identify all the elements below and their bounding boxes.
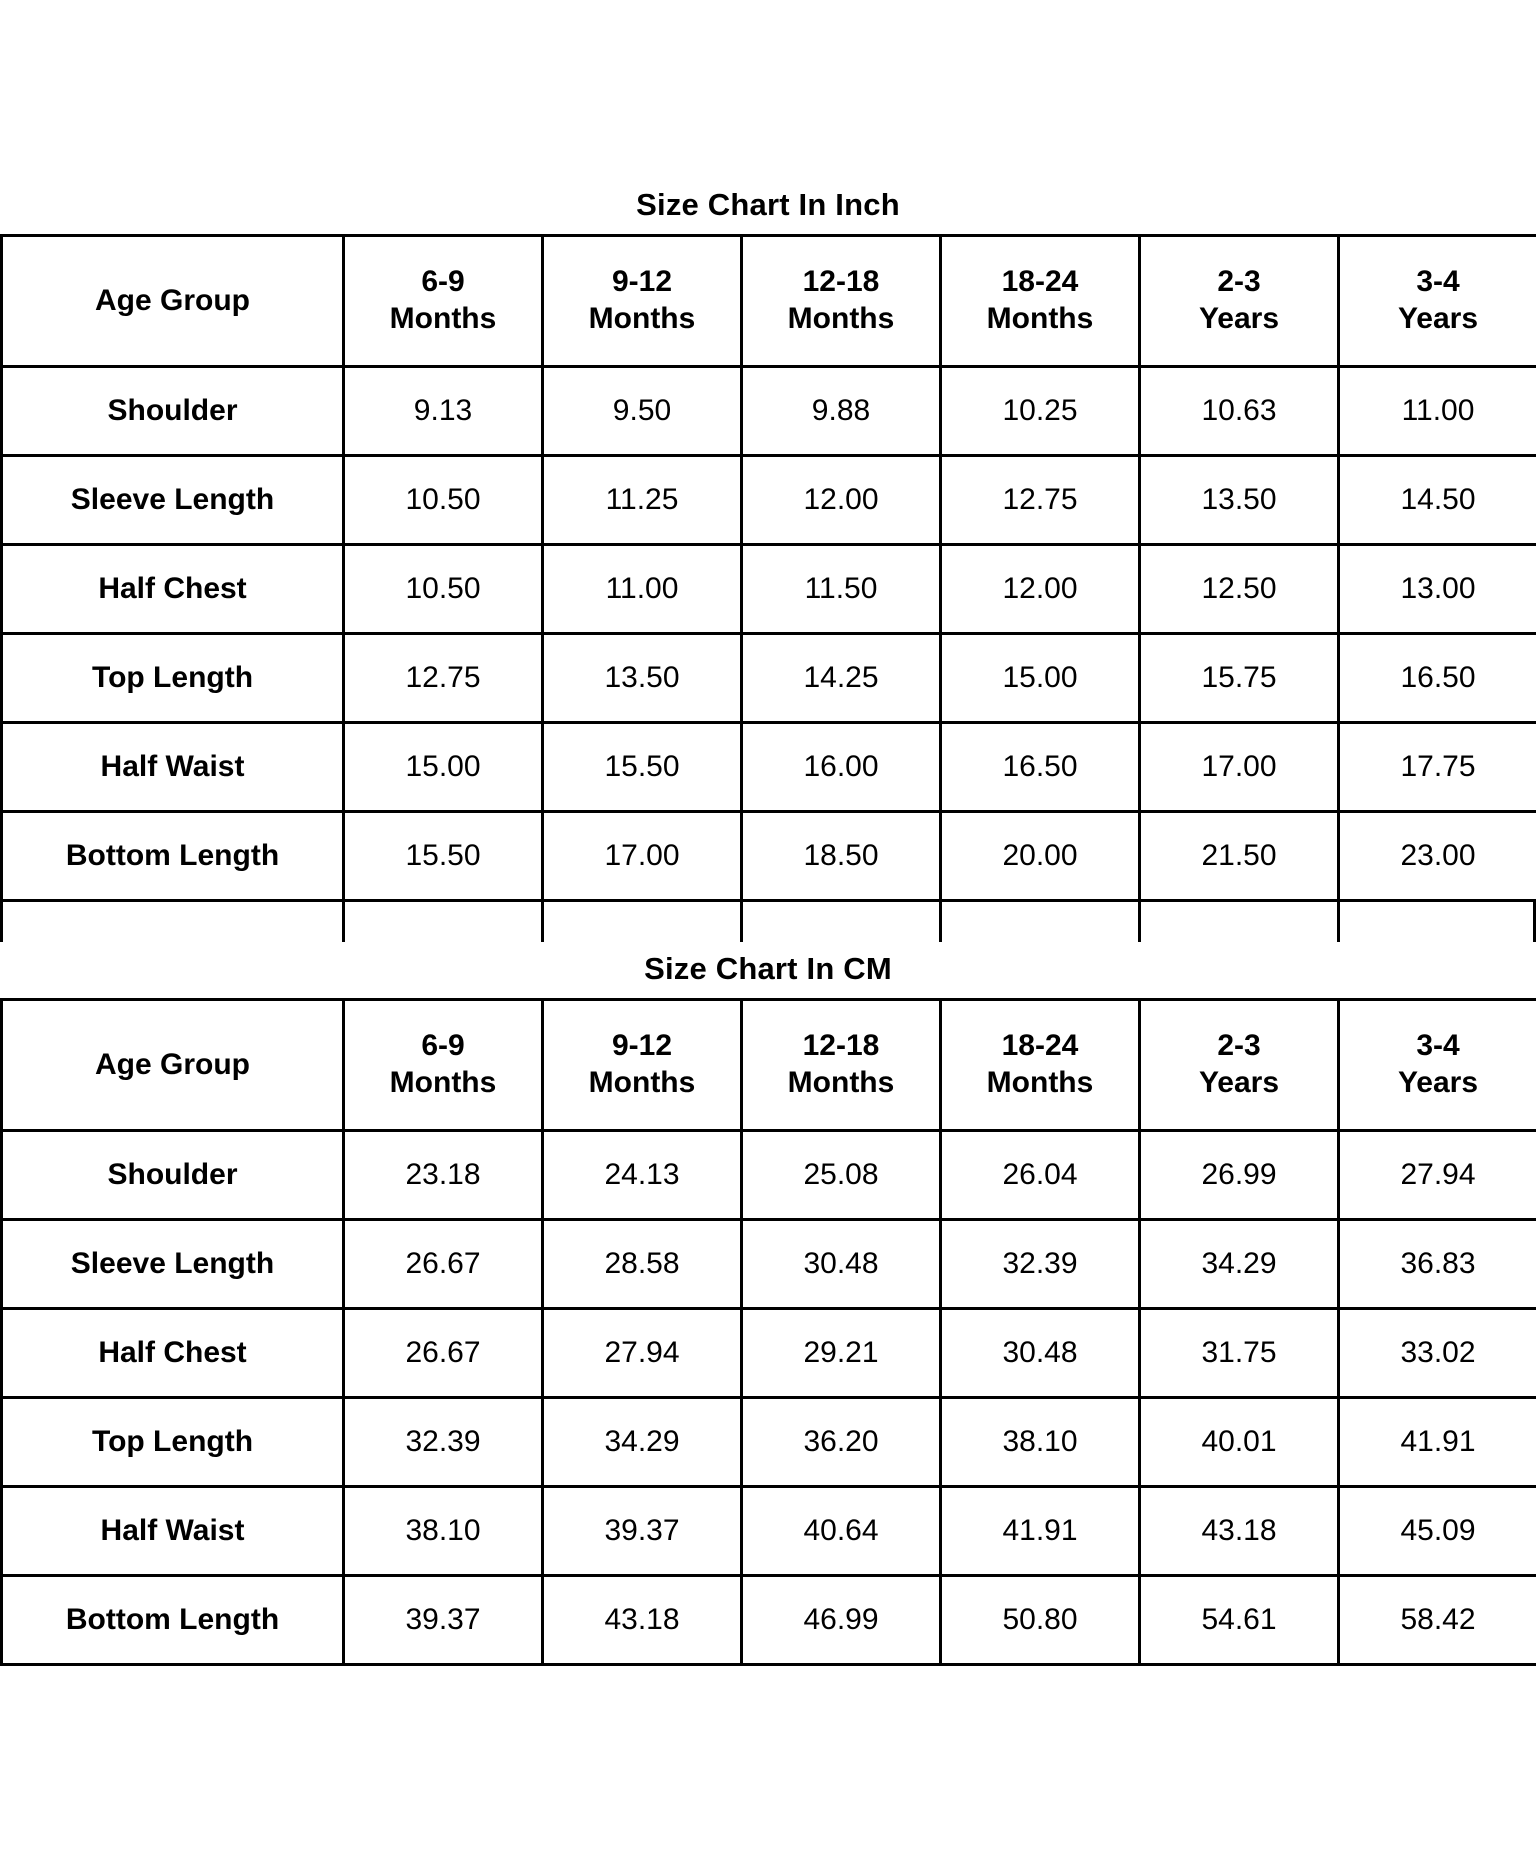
cell-shoulder-2: 25.08 <box>742 1131 941 1220</box>
header-col-3 <box>941 236 1140 367</box>
cell-half-chest-3: 12.00 <box>941 545 1140 634</box>
cell-shoulder-4: 10.63 <box>1140 367 1339 456</box>
header-col-1-line1: 9-12 <box>611 265 673 299</box>
header-col-0-line2: Months <box>389 1066 497 1099</box>
cell-half-waist-0: 38.10 <box>344 1487 543 1576</box>
separator-line <box>740 902 743 942</box>
header-col-5-line2: Years <box>1397 302 1479 335</box>
header-row <box>2 236 1536 367</box>
header-col-4-line2: Years <box>1198 1066 1280 1099</box>
table-row <box>2 1487 1536 1576</box>
size-table-cm <box>0 998 1536 1666</box>
cell-half-chest-4: 12.50 <box>1140 545 1339 634</box>
cell-sleeve-length-0: 10.50 <box>344 456 543 545</box>
header-col-4-line2: Years <box>1198 302 1280 335</box>
cell-half-waist-2: 40.64 <box>742 1487 941 1576</box>
header-col-2-line2: Months <box>787 1066 895 1099</box>
cell-top-length-4: 40.01 <box>1140 1398 1339 1487</box>
header-col-0-line2: Months <box>389 302 497 335</box>
header-col-2-line1: 12-18 <box>802 1029 880 1063</box>
header-col-5-line1: 3-4 <box>1416 265 1460 299</box>
cell-bottom-length-5: 23.00 <box>1339 812 1536 901</box>
cell-sleeve-length-5: 14.50 <box>1339 456 1536 545</box>
table-row <box>2 367 1536 456</box>
cell-shoulder-1: 24.13 <box>543 1131 742 1220</box>
row-label-shoulder: Shoulder <box>2 1131 344 1220</box>
header-col-5-line1: 3-4 <box>1416 1029 1460 1063</box>
table-row <box>2 456 1536 545</box>
row-label-top-length: Top Length <box>2 1398 344 1487</box>
header-col-2-line2: Months <box>787 302 895 335</box>
cell-top-length-0: 12.75 <box>344 634 543 723</box>
table-row <box>2 545 1536 634</box>
cell-top-length-3: 38.10 <box>941 1398 1140 1487</box>
table-row <box>2 812 1536 901</box>
header-col-5-line2: Years <box>1397 1066 1479 1099</box>
header-col-3-line2: Months <box>986 302 1094 335</box>
header-col-0-line1: 6-9 <box>421 1029 465 1063</box>
header-row <box>2 1000 1536 1131</box>
bottom-spacer <box>0 1666 1536 1706</box>
header-age-group: Age Group <box>2 236 344 367</box>
table-body-cm <box>2 1131 1536 1665</box>
cell-half-chest-0: 26.67 <box>344 1309 543 1398</box>
header-col-3-line1: 18-24 <box>1001 265 1079 299</box>
cell-half-waist-2: 16.00 <box>742 723 941 812</box>
cell-bottom-length-0: 39.37 <box>344 1576 543 1665</box>
size-chart-cm <box>0 942 1536 1666</box>
header-col-1 <box>543 1000 742 1131</box>
cell-bottom-length-1: 17.00 <box>543 812 742 901</box>
cell-shoulder-4: 26.99 <box>1140 1131 1339 1220</box>
cell-half-waist-1: 39.37 <box>543 1487 742 1576</box>
chart-title-inch: Size Chart In Inch <box>0 178 1536 234</box>
header-col-0-line1: 6-9 <box>421 265 465 299</box>
cell-shoulder-0: 23.18 <box>344 1131 543 1220</box>
cell-half-chest-1: 11.00 <box>543 545 742 634</box>
separator-line <box>541 902 544 942</box>
table-row <box>2 634 1536 723</box>
table-row <box>2 1398 1536 1487</box>
cell-half-waist-4: 17.00 <box>1140 723 1339 812</box>
row-label-sleeve-length: Sleeve Length <box>2 1220 344 1309</box>
cell-shoulder-5: 11.00 <box>1339 367 1536 456</box>
cell-half-waist-5: 17.75 <box>1339 723 1536 812</box>
cell-shoulder-3: 26.04 <box>941 1131 1140 1220</box>
cell-half-chest-5: 33.02 <box>1339 1309 1536 1398</box>
row-label-bottom-length: Bottom Length <box>2 812 344 901</box>
header-col-5 <box>1339 1000 1536 1131</box>
cell-top-length-1: 34.29 <box>543 1398 742 1487</box>
size-chart-inch <box>0 178 1536 902</box>
cell-sleeve-length-5: 36.83 <box>1339 1220 1536 1309</box>
cell-half-waist-0: 15.00 <box>344 723 543 812</box>
header-col-2 <box>742 1000 941 1131</box>
row-label-half-waist: Half Waist <box>2 723 344 812</box>
cell-half-chest-0: 10.50 <box>344 545 543 634</box>
cell-sleeve-length-4: 13.50 <box>1140 456 1339 545</box>
header-col-3-line2: Months <box>986 1066 1094 1099</box>
header-col-4-line1: 2-3 <box>1217 265 1261 299</box>
cell-sleeve-length-2: 12.00 <box>742 456 941 545</box>
separator-line <box>1138 902 1141 942</box>
size-table-inch <box>0 234 1536 902</box>
cell-top-length-2: 14.25 <box>742 634 941 723</box>
cell-top-length-1: 13.50 <box>543 634 742 723</box>
separator-line <box>0 902 3 942</box>
table-body-inch <box>2 367 1536 901</box>
header-col-1-line1: 9-12 <box>611 1029 673 1063</box>
cell-top-length-5: 41.91 <box>1339 1398 1536 1487</box>
row-label-top-length: Top Length <box>2 634 344 723</box>
cell-shoulder-0: 9.13 <box>344 367 543 456</box>
table-row <box>2 723 1536 812</box>
cell-shoulder-5: 27.94 <box>1339 1131 1536 1220</box>
cell-bottom-length-2: 46.99 <box>742 1576 941 1665</box>
header-col-4-line1: 2-3 <box>1217 1029 1261 1063</box>
header-col-3-line1: 18-24 <box>1001 1029 1079 1063</box>
cell-bottom-length-5: 58.42 <box>1339 1576 1536 1665</box>
cell-shoulder-1: 9.50 <box>543 367 742 456</box>
cell-bottom-length-1: 43.18 <box>543 1576 742 1665</box>
cell-half-chest-2: 29.21 <box>742 1309 941 1398</box>
table-row <box>2 1309 1536 1398</box>
chart-separator <box>0 902 1536 942</box>
cell-sleeve-length-1: 28.58 <box>543 1220 742 1309</box>
cell-sleeve-length-3: 32.39 <box>941 1220 1140 1309</box>
row-label-bottom-length: Bottom Length <box>2 1576 344 1665</box>
cell-bottom-length-3: 50.80 <box>941 1576 1140 1665</box>
cell-shoulder-3: 10.25 <box>941 367 1140 456</box>
cell-sleeve-length-2: 30.48 <box>742 1220 941 1309</box>
row-label-half-chest: Half Chest <box>2 545 344 634</box>
cell-half-waist-4: 43.18 <box>1140 1487 1339 1576</box>
row-label-half-chest: Half Chest <box>2 1309 344 1398</box>
separator-line <box>1337 902 1340 942</box>
cell-top-length-0: 32.39 <box>344 1398 543 1487</box>
cell-half-waist-1: 15.50 <box>543 723 742 812</box>
cell-sleeve-length-4: 34.29 <box>1140 1220 1339 1309</box>
header-age-group: Age Group <box>2 1000 344 1131</box>
table-header-cm <box>2 1000 1536 1131</box>
table-row <box>2 1220 1536 1309</box>
header-col-0 <box>344 1000 543 1131</box>
row-label-half-waist: Half Waist <box>2 1487 344 1576</box>
chart-title-cm: Size Chart In CM <box>0 942 1536 998</box>
cell-half-waist-3: 41.91 <box>941 1487 1140 1576</box>
cell-bottom-length-4: 54.61 <box>1140 1576 1339 1665</box>
cell-bottom-length-2: 18.50 <box>742 812 941 901</box>
cell-bottom-length-0: 15.50 <box>344 812 543 901</box>
cell-half-waist-3: 16.50 <box>941 723 1140 812</box>
cell-bottom-length-3: 20.00 <box>941 812 1140 901</box>
header-col-0 <box>344 236 543 367</box>
table-row <box>2 1131 1536 1220</box>
cell-half-chest-3: 30.48 <box>941 1309 1140 1398</box>
header-col-5 <box>1339 236 1536 367</box>
header-col-1-line2: Months <box>588 1066 696 1099</box>
header-col-2 <box>742 236 941 367</box>
separator-line <box>342 902 345 942</box>
table-row <box>2 1576 1536 1665</box>
cell-bottom-length-4: 21.50 <box>1140 812 1339 901</box>
header-col-1 <box>543 236 742 367</box>
cell-top-length-4: 15.75 <box>1140 634 1339 723</box>
top-spacer <box>0 0 1536 178</box>
cell-sleeve-length-1: 11.25 <box>543 456 742 545</box>
cell-top-length-2: 36.20 <box>742 1398 941 1487</box>
cell-half-chest-2: 11.50 <box>742 545 941 634</box>
row-label-shoulder: Shoulder <box>2 367 344 456</box>
table-header-inch <box>2 236 1536 367</box>
cell-half-chest-1: 27.94 <box>543 1309 742 1398</box>
cell-sleeve-length-3: 12.75 <box>941 456 1140 545</box>
cell-shoulder-2: 9.88 <box>742 367 941 456</box>
cell-half-chest-4: 31.75 <box>1140 1309 1339 1398</box>
row-label-sleeve-length: Sleeve Length <box>2 456 344 545</box>
header-col-1-line2: Months <box>588 302 696 335</box>
header-col-3 <box>941 1000 1140 1131</box>
cell-top-length-5: 16.50 <box>1339 634 1536 723</box>
header-col-4 <box>1140 1000 1339 1131</box>
cell-top-length-3: 15.00 <box>941 634 1140 723</box>
header-col-4 <box>1140 236 1339 367</box>
cell-sleeve-length-0: 26.67 <box>344 1220 543 1309</box>
header-col-2-line1: 12-18 <box>802 265 880 299</box>
cell-half-waist-5: 45.09 <box>1339 1487 1536 1576</box>
cell-half-chest-5: 13.00 <box>1339 545 1536 634</box>
separator-line <box>939 902 942 942</box>
